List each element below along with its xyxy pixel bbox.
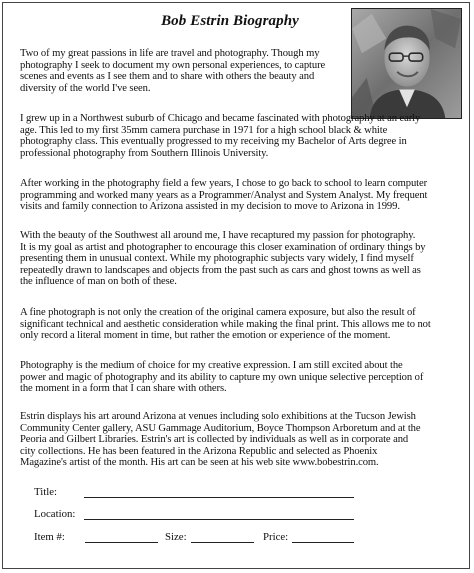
item-number-field-line[interactable] [85, 542, 158, 543]
bio-paragraph-6: Photography is the medium of choice for my creative expression. I am still excited about the power and magic of photography and its ability to capture my own unique selective perception of the moment in a form that I can share with others. [20, 360, 424, 395]
size-field-line[interactable] [191, 542, 254, 543]
document-title: Bob Estrin Biography [161, 13, 299, 29]
bio-paragraph-2: I grew up in a Northwest suburb of Chicago and became fascinated with photography at an early age. This led to my first 35mm camera purchase in 1971 for a high school black & white photography class. This eventually progressed to my receiving my Bachelor of Arts degree in professional photography from Southern Illinois University. [20, 113, 421, 159]
author-portrait-photo [351, 8, 462, 119]
location-field-line[interactable] [84, 519, 354, 520]
item-number-label: Item #: [34, 531, 65, 543]
bio-paragraph-1: Two of my great passions in life are travel and photography. Though my photography I seek to document my own personal experiences, to capture scenes and events as I see them and to share with others the beauty and diversity of the world I've seen. [20, 48, 326, 94]
bio-paragraph-3: After working in the photography field a few years, I chose to go back to school to learn computer programming and worked many years as a Programmer/Analyst and System Analyst. My frequent visits and family connection to Arizona assisted in my decision to move to Arizona in 1999. [20, 178, 428, 213]
bio-paragraph-7: Estrin displays his art around Arizona at venues including solo exhibitions at the Tucson Jewish Community Center gallery, ASU Gammage Auditorium, Boyce Thompson Arboretum and at the Peoria and Gilbert Libraries. Estrin's art is collected by individuals as well as in corporate and city collections. He has been featured in the Arizona Republic and selected as Phoenix Magazine's artist of the month. His art can be seen at his web site www.bobestrin.com. [20, 411, 421, 469]
size-label: Size: [165, 531, 187, 543]
title-field-line[interactable] [84, 497, 354, 498]
bio-paragraph-5: A fine photograph is not only the creation of the original camera exposure, but also the result of significant technical and aesthetic consideration while making the final print. This allows me to not only record a literal moment in time, but rather the emotion or experience of the moment. [20, 307, 431, 342]
location-label: Location: [34, 508, 76, 520]
bio-paragraph-4: With the beauty of the Southwest all around me, I have recaptured my passion for photography. It is my goal as artist and photographer to encourage this closer examination of ordinary things by presenting them in unusual context. While my photographic subjects vary widely, I find myself repeatedly drawn to landscapes and objects from the past such as cars and ghost towns as well as the influence of man on both of these. [20, 230, 426, 288]
title-label: Title: [34, 486, 58, 498]
price-field-line[interactable] [292, 542, 354, 543]
price-label: Price: [263, 531, 289, 543]
